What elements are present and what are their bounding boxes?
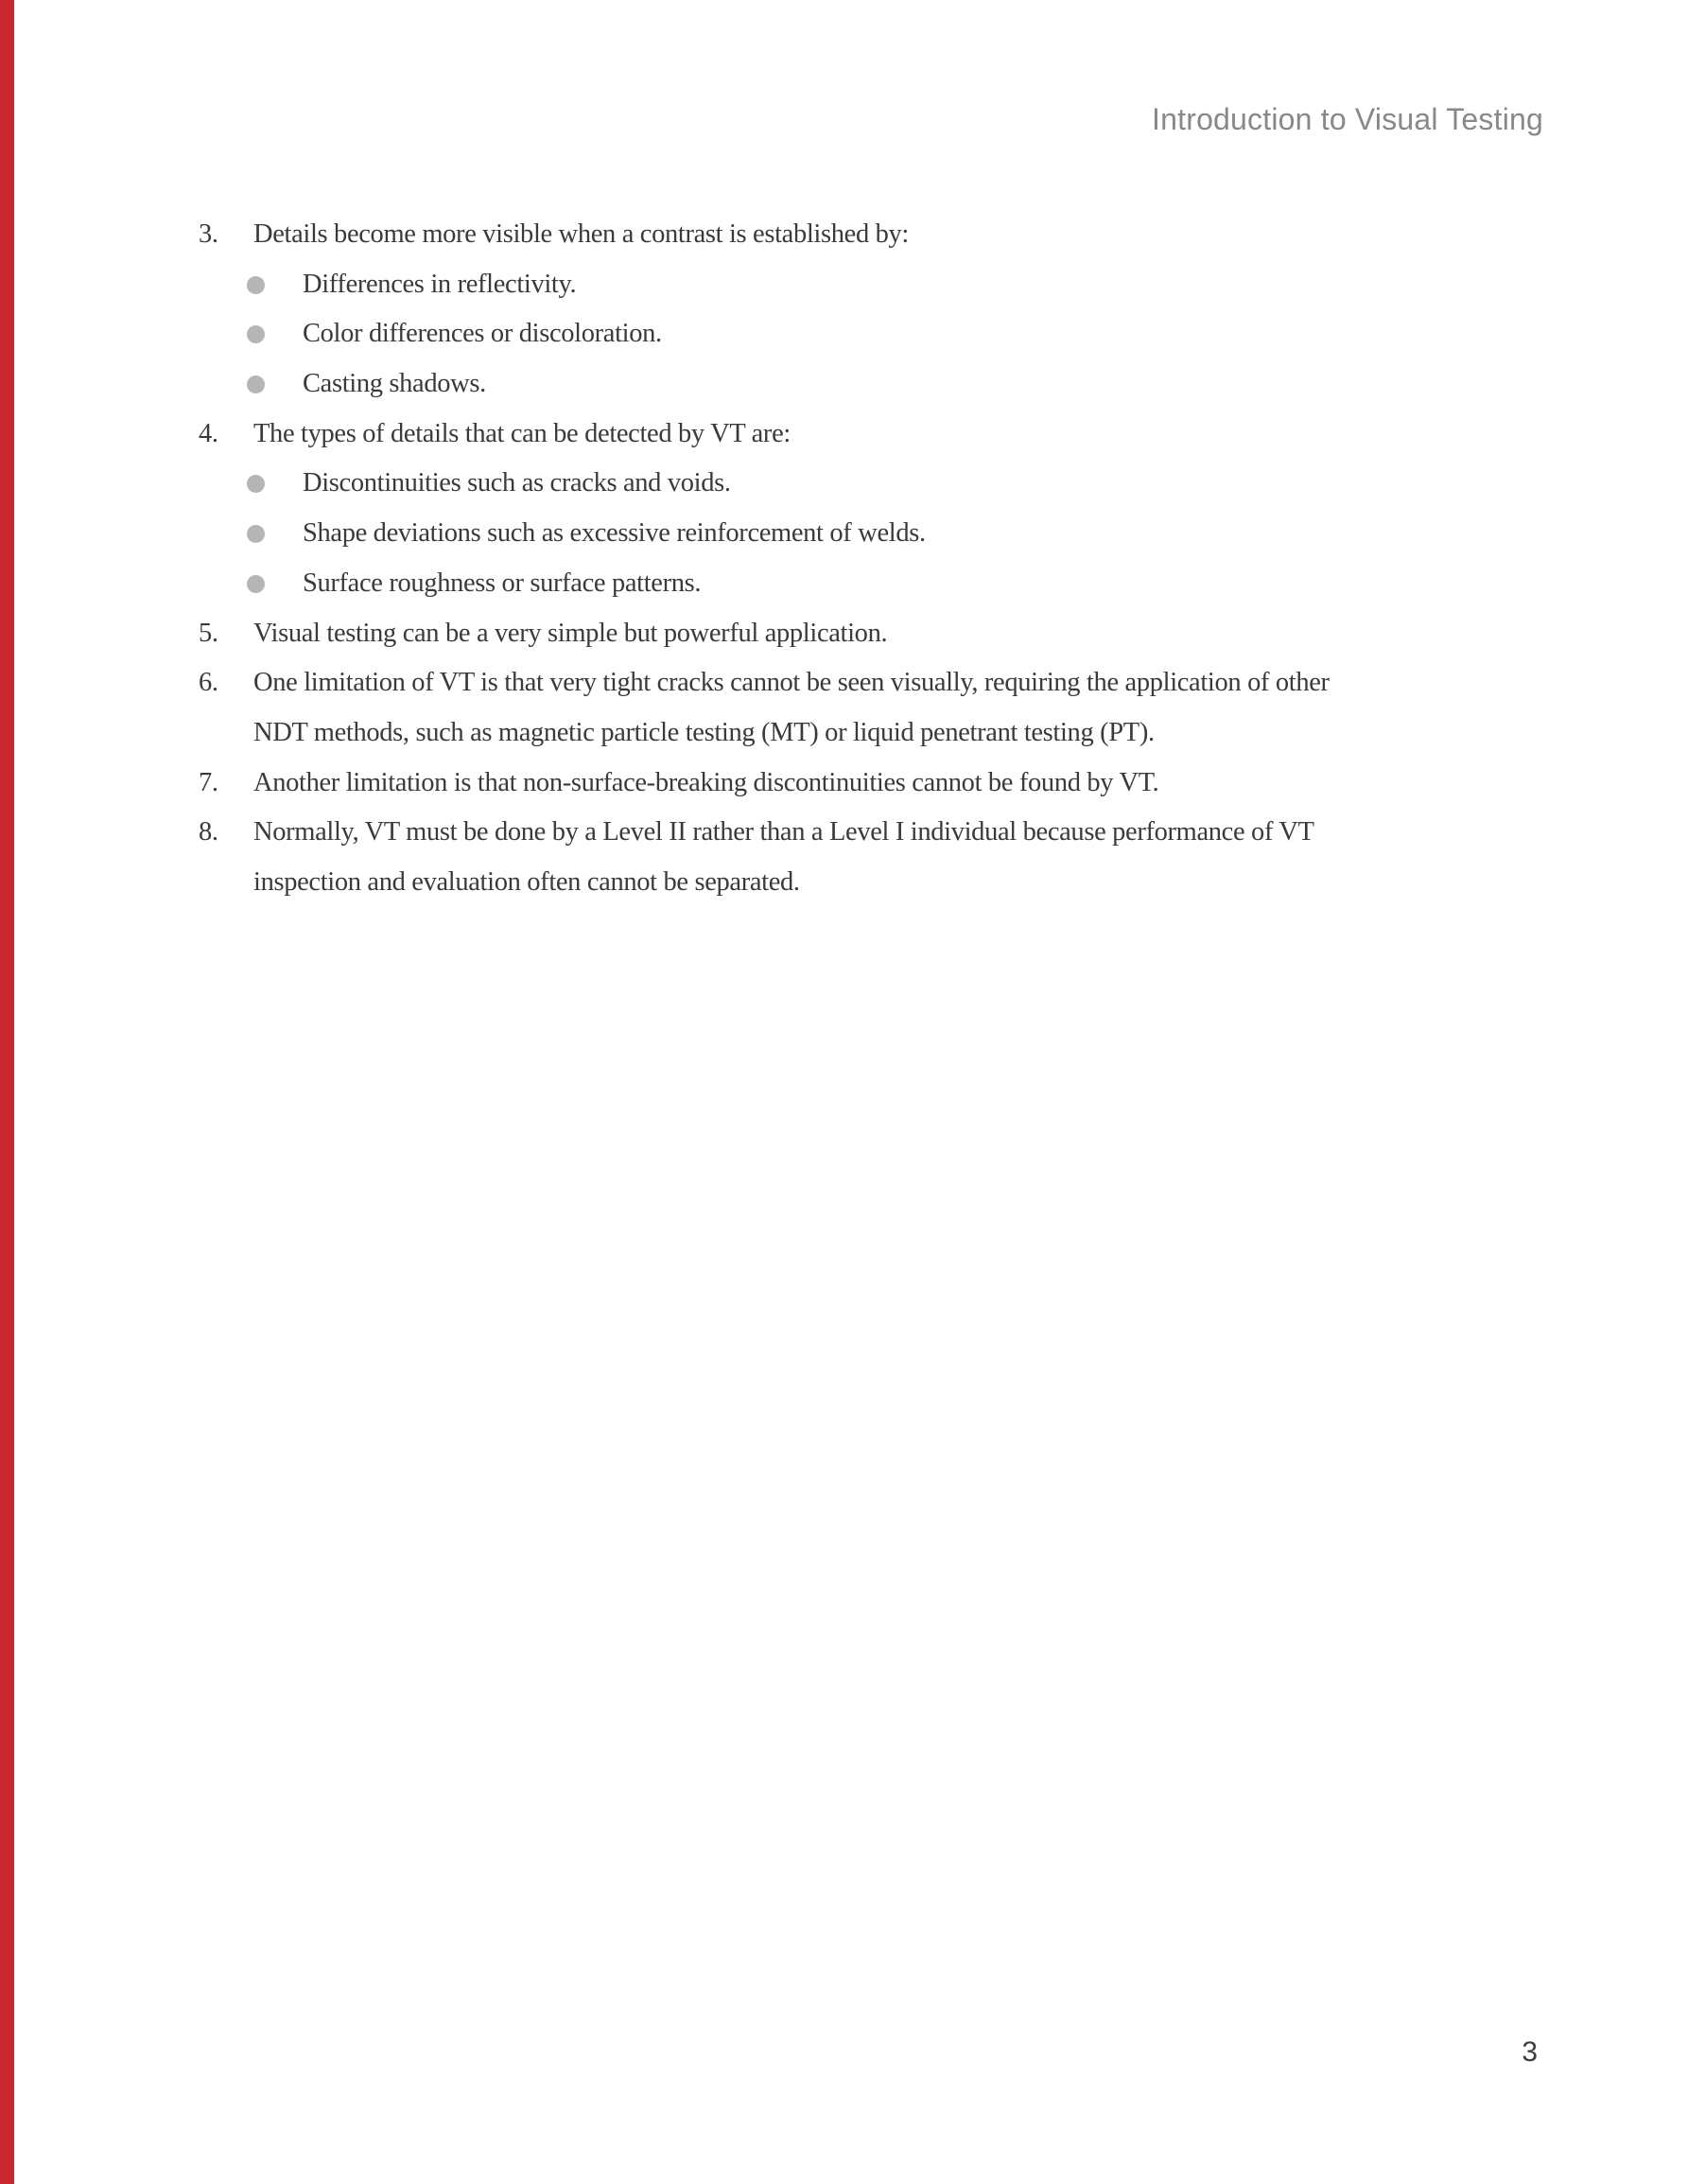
bullet-item-text: Surface roughness or surface patterns. [303, 568, 702, 598]
bullet-item-text: Discontinuities such as cracks and voids. [303, 468, 731, 498]
list-item [199, 609, 1538, 659]
list-item-first-line [199, 609, 1538, 659]
bullet-item-text: Color differences or discoloration. [303, 319, 662, 349]
bullet-item-text: Differences in reflectivity. [303, 269, 577, 299]
list-item-first-line [199, 759, 1538, 809]
list-item-text: The types of details that can be detected by VT are: [253, 418, 791, 448]
bullet-item-text: Shape deviations such as excessive reinforcement of welds. [303, 518, 926, 549]
bullet-dot-icon [247, 475, 265, 493]
bullet-item [199, 260, 1538, 310]
list-item-text: inspection and evaluation often cannot be separated. [253, 866, 800, 897]
list-item-first-line [199, 410, 1538, 460]
bullet-item [199, 309, 1538, 359]
bullet-marker-cell [253, 260, 303, 310]
bullet-dot-icon [247, 376, 265, 393]
bullet-marker-cell [253, 559, 303, 609]
bullet-marker-cell [253, 359, 303, 410]
list-item-number: 3. [199, 219, 218, 249]
list-item-continuation-line [199, 858, 1538, 908]
bullet-indent-spacer [199, 459, 253, 509]
bullet-marker-cell [253, 309, 303, 359]
page-number: 3 [1522, 2036, 1538, 2068]
bullet-dot-icon [247, 575, 265, 593]
list-item [199, 808, 1538, 907]
bullet-item [199, 359, 1538, 410]
bullet-item-text: Casting shadows. [303, 369, 486, 399]
list-item-first-line [199, 808, 1538, 858]
bullet-marker-cell [253, 459, 303, 509]
bullet-indent-spacer [199, 260, 253, 310]
list-item-number: 5. [199, 618, 218, 648]
bullet-indent-spacer [199, 359, 253, 410]
list-item-number: 4. [199, 418, 218, 448]
bullet-dot-icon [247, 276, 265, 294]
list-item-number: 8. [199, 817, 218, 847]
list-item-text: Details become more visible when a contrast is established by: [253, 219, 909, 249]
numbered-list [199, 210, 1538, 908]
list-item-number [199, 858, 253, 908]
bullet-item [199, 559, 1538, 609]
list-item-number: 6. [199, 668, 218, 698]
bullet-item [199, 509, 1538, 559]
list-item-number: 7. [199, 767, 218, 797]
bullet-item [199, 459, 1538, 509]
list-item [199, 210, 1538, 410]
list-item-text: Normally, VT must be done by a Level II rather than a Level I individual because performance of VT [253, 817, 1314, 847]
bullet-marker-cell [253, 509, 303, 559]
list-item-text: One limitation of VT is that very tight cracks cannot be seen visually, requiring the application of other [253, 668, 1330, 698]
list-item [199, 759, 1538, 809]
list-item-continuation-line [199, 708, 1538, 759]
list-item-text: Visual testing can be a very simple but powerful application. [253, 618, 888, 648]
list-item [199, 658, 1538, 758]
bullet-dot-icon [247, 525, 265, 543]
list-item [199, 410, 1538, 609]
list-item-first-line [199, 658, 1538, 708]
list-item-text: NDT methods, such as magnetic particle testing (MT) or liquid penetrant testing (PT). [253, 717, 1155, 747]
list-item-number [199, 708, 253, 759]
list-item-first-line [199, 210, 1538, 260]
bullet-indent-spacer [199, 309, 253, 359]
bullet-indent-spacer [199, 509, 253, 559]
list-item-text: Another limitation is that non-surface-breaking discontinuities cannot be found by VT. [253, 767, 1159, 797]
page-edge-stripe [0, 0, 14, 2184]
bullet-dot-icon [247, 325, 265, 343]
running-header: Introduction to Visual Testing [1152, 102, 1543, 136]
bullet-indent-spacer [199, 559, 253, 609]
